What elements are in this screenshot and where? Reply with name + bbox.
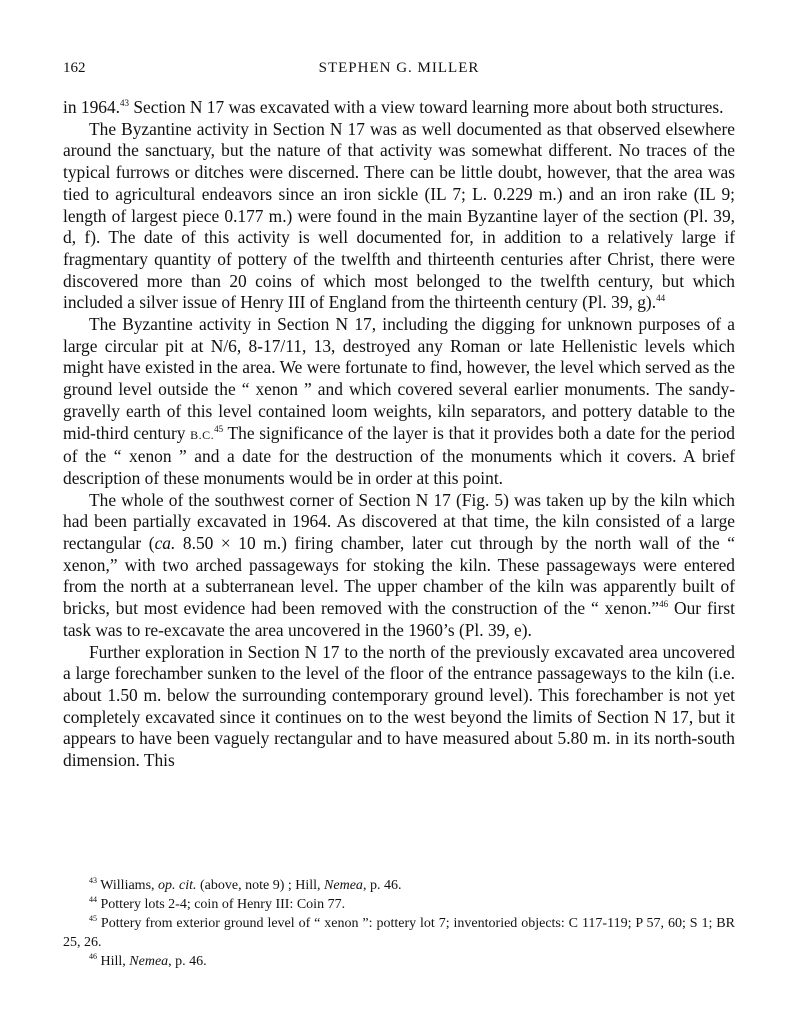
text-run: , p. 46. xyxy=(168,954,207,969)
text-run: Pottery from exterior ground level of “ xenon ”: pottery lot 7; inventoried objects: C 117-119; P 57, 60; S 1; BR 25, 26. xyxy=(63,916,735,950)
body-text xyxy=(63,97,735,772)
page-header xyxy=(63,60,735,82)
paragraph-1 xyxy=(63,97,735,119)
text-run: The whole of the southwest corner of Section N 17 (Fig. 5) was taken up by the kiln which had been partially excavated in 1964. As discovered at that time, the kiln consisted of a large rectangular ( xyxy=(63,489,735,554)
text-run: Williams, xyxy=(97,878,159,893)
text-run: in 1964. xyxy=(63,97,121,117)
text-run: , p. 46. xyxy=(362,878,402,893)
footnotes xyxy=(63,876,735,971)
text-run: Hill, xyxy=(97,954,130,969)
text-run: Pottery lots 2-4; coin of Henry III: Coin 77. xyxy=(97,897,346,912)
footnote-46 xyxy=(63,952,735,971)
text-run: Our first task was to re-excavate the area uncovered in the 1960’s (Pl. 39, e). xyxy=(63,598,735,640)
footnote-number: 43 xyxy=(89,876,97,885)
paragraph-3 xyxy=(63,314,735,490)
footnote-45 xyxy=(63,914,735,952)
paragraph-2 xyxy=(63,119,735,314)
italic-text: op. cit. xyxy=(158,878,197,893)
paragraph-5 xyxy=(63,642,735,772)
footnote-ref-44[interactable]: 44 xyxy=(656,293,666,304)
page-number: 162 xyxy=(63,60,86,76)
text-run: The Byzantine activity in Section N 17, including the digging for unknown purposes of a large circular pit at N/6, 8-17/11, 13, destroyed any Roman or late Hellenistic levels which might have existed in the area. We were fortunate to find, however, the level which served as the ground level outside the “ xenon ” and which covered several earlier monuments. The sandy-gravelly earth of this level contained loom weights, kiln separators, and pottery datable to the mid-third century xyxy=(63,314,735,443)
footnote-ref-45[interactable]: 45 xyxy=(214,423,224,434)
footnote-number: 46 xyxy=(89,952,97,961)
text-run: 8.50 × 10 m.) firing chamber, later cut through by the north wall of the “ xenon,” with two arched passageways for stoking the kiln. These passageways were entered from the north at a subterranean level. The upper chamber of the kiln was apparently built of bricks, but most evidence had been removed with the construction of the “ xenon.” xyxy=(63,533,735,619)
text-run: Section N 17 was excavated with a view toward learning more about both structures. xyxy=(129,97,724,117)
running-head: STEPHEN G. MILLER xyxy=(318,60,480,76)
footnote-ref-43[interactable]: 43 xyxy=(120,98,130,108)
footnote-43 xyxy=(63,876,735,895)
italic-text: Nemea xyxy=(324,878,363,893)
text-run: The Byzantine activity in Section N 17 was as well documented as that observed elsewhere around the sanctuary, but the nature of that activity was somewhat different. No traces of the typical furrows or ditches were discerned. There can be little doubt, however, that the area was tied to agricultural endeavors since an iron sickle (IL 7; L. 0.229 m.) and an iron rake (IL 9; length of largest piece 0.177 m.) were found in the main Byzantine layer of the section (Pl. 39, d, f). The date of this activity is well documented for, in addition to a relatively large if fragmentary quantity of pottery of the twelfth and thirteenth centuries after Christ, there were discovered more than 20 coins of which most belonged to the twelfth century, but which included a silver issue of Henry III of England from the thirteenth century (Pl. 39, g). xyxy=(63,118,735,313)
text-run: Further exploration in Section N 17 to the north of the previously excavated area uncovered a large forechamber sunken to the level of the floor of the entrance passageways to the kiln (i.e. about 1.50 m. below the surrounding contemporary ground level). This forechamber is not yet completely excavated since it continues on to the west beyond the limits of Section N 17, but it appears to have been vaguely rectangular and to have measured about 5.80 m. in its north-south dimension. This xyxy=(63,641,735,771)
text-run: The significance of the layer is that it provides both a date for the period of the “ xenon ” and a date for the destruction of the monuments which it covers. A brief description of these monuments would be in order at this point. xyxy=(63,422,735,488)
text-run: (above, note 9) ; Hill, xyxy=(196,878,325,893)
paragraph-4 xyxy=(63,490,735,642)
footnote-ref-46[interactable]: 46 xyxy=(659,599,669,610)
era-abbreviation: B.C. xyxy=(190,427,215,442)
italic-text: Nemea xyxy=(129,954,169,969)
footnote-number: 44 xyxy=(89,895,97,904)
italic-text: ca. xyxy=(154,533,176,554)
footnote-number: 45 xyxy=(89,914,97,923)
footnote-44 xyxy=(63,895,735,914)
